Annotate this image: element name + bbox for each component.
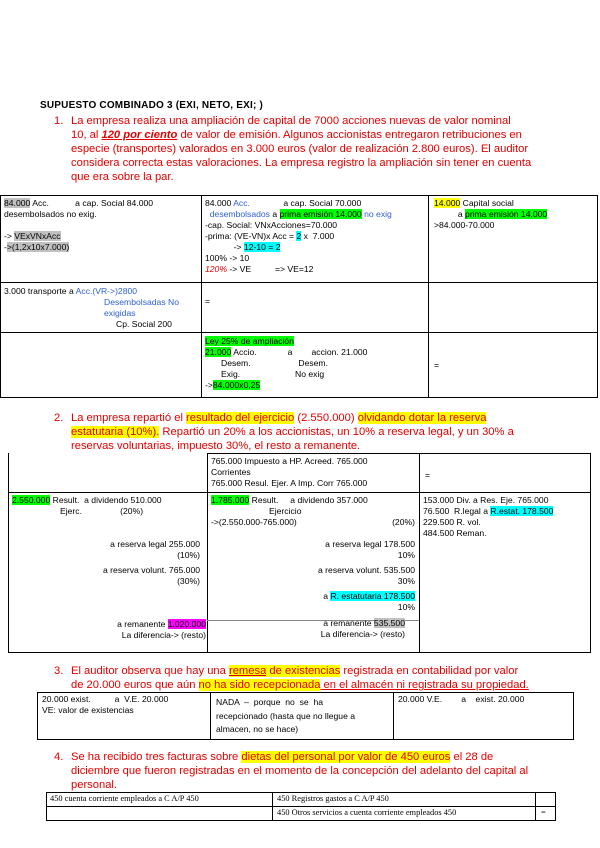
text-line: personal. [71, 779, 118, 791]
text-span: 3.000 transporte a [4, 286, 76, 296]
text-line: 484.500 Reman. [423, 528, 487, 538]
text-span: de valor de emisión. Algunos accionistas entregaron retribuciones en [177, 129, 522, 141]
text-span: -> [205, 242, 244, 252]
text-span: a [323, 591, 331, 601]
text-line: Desem. Desem. [221, 358, 328, 368]
highlight-text: prima emisión 14.000 [279, 209, 362, 219]
text-line: >84.000-70.000 [434, 220, 495, 230]
amount: 2.550.000 [12, 495, 51, 505]
text-line: -cap. Social: VNxAcciones=70.000 [205, 220, 338, 230]
highlight-text: no ha sido recepcionada [198, 679, 321, 691]
paragraph-2 [54, 411, 571, 453]
table-cell: 450 cuenta corriente empleados a C A/P 450 [50, 794, 199, 803]
highlight-text: R.estat. 178.500 [490, 506, 554, 516]
text-line: que era sobre la par. [71, 171, 174, 183]
text-span: (2.550.000) [294, 412, 358, 424]
text-line: considera correcta estas valoraciones. La empresa registro la ampliación sin tener en cuenta [71, 157, 532, 169]
text-span: -> [205, 380, 213, 390]
table-cell: 450 Registros gastos a C A/P 450 [277, 794, 389, 803]
table-cell: 450 Otros servicios a cuenta corriente empleados 450 [277, 808, 457, 817]
text-line: Corrientes [211, 467, 251, 477]
text-line: 10% [397, 602, 415, 612]
highlight-text: dietas del personal por valor de 450 euros [241, 751, 451, 763]
text-span: 10, al [71, 129, 102, 141]
text-span: Result. a dividendo 510.000 [50, 495, 162, 505]
highlight-text: R. estatutaria 178.500 [330, 591, 415, 601]
amount: 21.000 [205, 347, 232, 357]
highlight-text: 120 por ciento [101, 129, 178, 141]
highlight-text: estatutaria (10%). [71, 426, 160, 438]
text-span: en el almacén ni registrada su propiedad. [320, 679, 529, 691]
text-line: a reserva volunt. 535.500 [318, 565, 415, 575]
text-line: 30% [397, 576, 415, 586]
text-line: exigidas [104, 308, 136, 318]
table-cell [423, 495, 589, 539]
text-line: a reserva legal 178.500 [325, 539, 415, 549]
table-cell [42, 694, 208, 716]
item-number: 1. [54, 115, 64, 127]
text-span: (20%) [392, 517, 415, 527]
text-span: de 20.000 euros que aún [71, 679, 199, 691]
table-cell [205, 198, 427, 275]
text-line: NADA – porque no se ha [216, 697, 324, 707]
amount: 84.000 [205, 198, 234, 208]
text-span: Accio. a accion. 21.000 [231, 347, 368, 357]
highlight-text: olvidando dotar la reserva [357, 412, 487, 424]
page-title: SUPUESTO COMBINADO 3 (EXI, NETO, EXI; ) [40, 100, 264, 111]
text-line: Ejerc. (20%) [60, 506, 144, 516]
table-cell: 20.000 V.E. a exist. 20.000 [398, 694, 525, 704]
formula: >(1,2x10x7.000) [6, 242, 70, 252]
text-span: a [272, 209, 280, 219]
text-line: 10% [397, 550, 415, 560]
highlight-text: remesa [228, 665, 267, 677]
amount: 1.020.000 [167, 619, 206, 629]
highlight-text: 12-10 = 2 [243, 242, 281, 252]
text-span: desembolsados [205, 209, 273, 219]
item-number: 2. [54, 412, 64, 424]
text-line: La empresa realiza una ampliación de capital de 7000 acciones nuevas de valor nominal [71, 115, 511, 127]
table-cell: = [434, 360, 440, 370]
text-line: diciembre que fueron registradas en el momento de la concepción del adelanto del capital al [71, 765, 529, 777]
table-cell [216, 696, 388, 737]
amount: 84.000 [4, 198, 31, 208]
highlight-text: Ley 25% de ampliación [205, 336, 294, 346]
table-cell [205, 336, 427, 391]
text-line: recepcionado (hasta que no llegue a [216, 710, 356, 721]
item-number: 4. [54, 751, 64, 763]
text-line: almacen, no se hace) [216, 724, 299, 734]
text-span: Acc. a cap. Social 84.000 [30, 198, 154, 208]
amount: 14.000 [434, 198, 461, 208]
text-span: el 28 de [450, 751, 494, 763]
text-span: x 7.000 [301, 231, 335, 241]
text-span: registrada en contabilidad por valor [340, 665, 519, 677]
text-span: 120% [205, 264, 227, 274]
text-span: Capital social [460, 198, 514, 208]
text-span: Acc. [233, 198, 250, 208]
text-span: Se ha recibido tres facturas sobre [71, 751, 242, 763]
item-number: 3. [54, 665, 64, 677]
text-line: a reserva legal 255.000 [110, 539, 200, 549]
text-line: 153.000 Div. a Res. Eje. 765.000 [423, 495, 549, 505]
text-span: -> VE => VE=12 [226, 264, 314, 274]
text-span: a cap. Social 70.000 [249, 198, 362, 208]
text-line: (30%) [177, 576, 200, 586]
text-span: ->(2.550.000-765.000) [211, 517, 297, 527]
text-line: desembolsados no exig. [4, 209, 97, 219]
text-span: Acc.(VR->)2800 [75, 286, 138, 296]
formula: VExVNxAcc [14, 231, 61, 241]
formula: 84.000x0,25 [212, 380, 261, 390]
text-line: (10%) [177, 550, 200, 560]
table-cell [434, 198, 596, 231]
amount: 535.500 [373, 618, 405, 628]
text-span: 76.500 R.legal a [423, 506, 491, 516]
table-cell [4, 286, 199, 330]
text-line: Desembolsadas No [104, 297, 179, 307]
table-cell [4, 198, 199, 253]
table-cell: = [205, 296, 211, 306]
text-line: 229.500 R. vol. [423, 517, 481, 527]
text-line: 765.000 Resul. Ejer. A Imp. Corr 765.000 [211, 478, 368, 488]
text-line: Cp. Social 200 [116, 319, 172, 329]
text-line: 765.000 Impuesto a HP. Acreed. 765.000 [211, 456, 368, 466]
table-cell [12, 495, 206, 641]
text-line: La diferencia-> (resto) [320, 629, 405, 639]
text-span: Result. a dividendo 357.000 [249, 495, 368, 505]
text-span: El auditor observa que hay una [71, 665, 229, 677]
table-cell [211, 495, 417, 640]
table-cell: = [541, 808, 546, 817]
highlight-text: de existencias [266, 665, 341, 677]
text-span: Repartió un 20% a los accionistas, un 10% a reserva legal, y un 30% a [159, 426, 514, 438]
text-span: a remanente [323, 618, 374, 628]
highlight-text: resultado del ejercicio [186, 412, 295, 424]
text-span: - [4, 242, 7, 252]
text-line: La diferencia-> (resto) [121, 630, 206, 640]
paragraph-3 [54, 664, 571, 692]
amount: 1.785.000 [211, 495, 250, 505]
text-span: a [434, 209, 466, 219]
text-line: VE: valor de existencias [42, 705, 134, 715]
paragraph-1 [54, 114, 571, 184]
text-span: -> [4, 231, 15, 241]
text-span: -prima: (VE-VN)x Acc = [205, 231, 297, 241]
text-line: 20.000 exist. a V.E. 20.000 [42, 694, 169, 704]
text-line: a reserva volunt. 765.000 [103, 565, 200, 575]
table-cell [211, 456, 417, 489]
highlight-text: prima emisión 14.000 [465, 209, 548, 219]
text-line: Ejercicio [269, 506, 302, 516]
text-line [71, 128, 571, 142]
paragraph-4 [54, 750, 571, 792]
text-line: 100% -> 10 [205, 253, 250, 263]
table-cell: = [425, 470, 431, 480]
text-span: La empresa repartió el [71, 412, 187, 424]
text-span: no exig [361, 209, 392, 219]
text-line: especie (transportes) valorados en 3.000 euros (valor de realización 2.800 euros). El auditor [71, 143, 529, 155]
text-line: Exig. No exig [221, 369, 325, 379]
highlight-text: 2 [296, 231, 302, 241]
text-span: a remanente [117, 619, 168, 629]
text-line: reservas voluntarias, impuesto 30%, el resto a remanente. [71, 440, 361, 452]
